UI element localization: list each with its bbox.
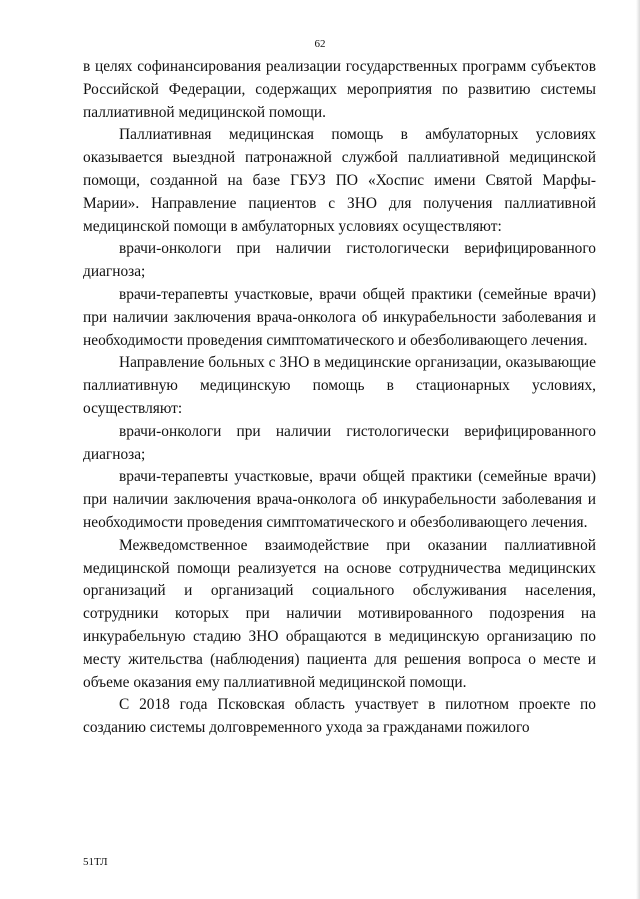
paragraph-3: врачи-онкологи при наличии гистологически верифицированного диагноза; xyxy=(83,240,596,281)
document-code: 51ТЛ xyxy=(83,856,108,868)
page-number: 62 xyxy=(314,38,326,50)
paragraph-5: Направление больных с ЗНО в медицинские организации, оказывающие паллиативную медицинскую помощь в стационарных условиях, осуществляют: xyxy=(83,354,596,417)
document-body xyxy=(83,56,596,740)
scan-edge xyxy=(636,0,640,899)
paragraph-6: врачи-онкологи при наличии гистологически верифицированного диагноза; xyxy=(83,422,596,463)
paragraph-9: С 2018 года Псковская область участвует в пилотном проекте по созданию системы долговременного ухода за гражданами пожилого xyxy=(83,696,596,737)
paragraph-7: врачи-терапевты участковые, врачи общей практики (семейные врачи) при наличии заключения врача-онколога об инкурабельности заболевания и необходимости проведения симптоматического и обезболивающего лечения. xyxy=(83,468,596,531)
paragraph-2: Паллиативная медицинская помощь в амбулаторных условиях оказывается выездной патронажной службой паллиативной медицинской помощи, созданной на базе ГБУЗ ПО «Хоспис имени Святой Марфы-Марии». Направление пациентов с ЗНО для получения паллиативной медицинской помощи в амбулаторных условиях осуществляют: xyxy=(83,126,596,235)
paragraph-1: в целях софинансирования реализации государственных программ субъектов Российской Федерации, содержащих мероприятия по развитию системы паллиативной медицинской помощи. xyxy=(83,58,596,121)
paragraph-8: Межведомственное взаимодействие при оказании паллиативной медицинской помощи реализуется на основе сотрудничества медицинских организаций и организаций социального обслуживания населения, сотрудники которых при наличии мотивированного подозрения на инкурабельную стадию ЗНО обращаются в медицинскую организацию по месту жительства (наблюдения) пациента для решения вопроса о месте и объеме оказания ему паллиативной медицинской помощи. xyxy=(83,536,596,691)
paragraph-4: врачи-терапевты участковые, врачи общей практики (семейные врачи) при наличии заключения врача-онколога об инкурабельности заболевания и необходимости проведения симптоматического и обезболивающего лечения. xyxy=(83,285,596,349)
